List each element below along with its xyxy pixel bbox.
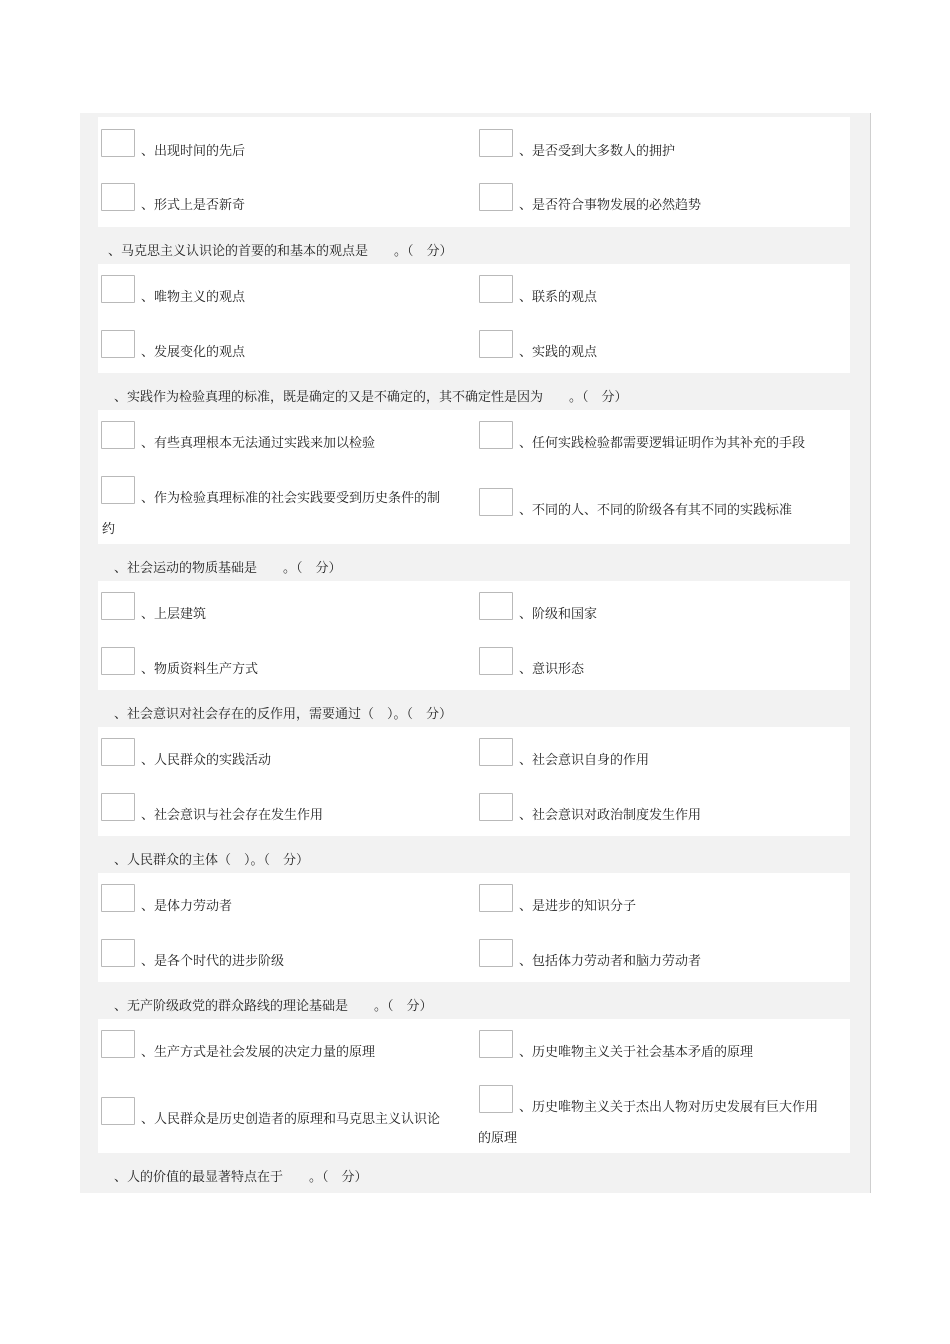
option-label: 、联系的观点 [519, 290, 598, 305]
option-label-wrap: 约 [102, 522, 116, 537]
checkbox[interactable] [479, 183, 513, 211]
checkbox[interactable] [479, 647, 513, 675]
option[interactable] [476, 1085, 846, 1147]
options-block [98, 727, 850, 836]
checkbox[interactable] [101, 421, 135, 449]
checkbox[interactable] [479, 592, 513, 620]
option-label: 、包括体力劳动者和脑力劳动者 [519, 954, 702, 969]
option-label: 、唯物主义的观点 [141, 290, 246, 305]
checkbox[interactable] [479, 1030, 513, 1058]
checkbox[interactable] [101, 1030, 135, 1058]
options-block [98, 117, 850, 227]
checkbox[interactable] [479, 738, 513, 766]
checkbox[interactable] [101, 592, 135, 620]
option-label: 、是否受到大多数人的拥护 [519, 144, 676, 159]
checkbox[interactable] [101, 183, 135, 211]
checkbox[interactable] [479, 488, 513, 516]
option-label: 、有些真理根本无法通过实践来加以检验 [141, 436, 376, 451]
option-label: 、历史唯物主义关于杰出人物对历史发展有巨大作用 [519, 1100, 819, 1115]
checkbox[interactable] [479, 939, 513, 967]
question-text: 、社会意识对社会存在的反作用，需要通过（ ）。（ 分） [114, 707, 453, 722]
option-label: 、出现时间的先后 [141, 144, 246, 159]
option-label: 、社会意识自身的作用 [519, 753, 650, 768]
option-label: 、实践的观点 [519, 345, 598, 360]
option-label: 、是体力劳动者 [141, 899, 233, 914]
checkbox[interactable] [479, 421, 513, 449]
options-block [98, 873, 850, 982]
checkbox[interactable] [101, 939, 135, 967]
question-text: 、马克思主义认识论的首要的和基本的观点是 。（ 分） [108, 244, 453, 259]
checkbox[interactable] [101, 793, 135, 821]
checkbox[interactable] [479, 330, 513, 358]
options-block [98, 581, 850, 690]
option-label: 、发展变化的观点 [141, 345, 246, 360]
question-text: 、人的价值的最显著特点在于 。（ 分） [114, 1170, 368, 1185]
option-label: 、形式上是否新奇 [141, 198, 246, 213]
checkbox[interactable] [479, 793, 513, 821]
question-text: 、无产阶级政党的群众路线的理论基础是 。（ 分） [114, 999, 433, 1014]
checkbox[interactable] [479, 884, 513, 912]
option-label: 、意识形态 [519, 662, 585, 677]
option-label: 、是进步的知识分子 [519, 899, 637, 914]
checkbox[interactable] [479, 129, 513, 157]
checkbox[interactable] [101, 129, 135, 157]
option-label: 、人民群众的实践活动 [141, 753, 272, 768]
option-label: 、社会意识对政治制度发生作用 [519, 808, 702, 823]
options-block [98, 264, 850, 373]
checkbox[interactable] [479, 1085, 513, 1113]
options-block [98, 1019, 850, 1153]
question-text: 、社会运动的物质基础是 。（ 分） [114, 561, 342, 576]
option-label: 、是各个时代的进步阶级 [141, 954, 285, 969]
option-label: 、生产方式是社会发展的决定力量的原理 [141, 1045, 376, 1060]
options-block [98, 410, 850, 544]
checkbox[interactable] [101, 275, 135, 303]
checkbox[interactable] [101, 476, 135, 504]
option-label: 、社会意识与社会存在发生作用 [141, 808, 324, 823]
option[interactable] [98, 476, 468, 538]
question-text: 、实践作为检验真理的标准，既是确定的又是不确定的，其不确定性是因为 。（ 分） [114, 390, 628, 405]
option-label: 、物质资料生产方式 [141, 662, 259, 677]
checkbox[interactable] [101, 884, 135, 912]
option-label: 、历史唯物主义关于社会基本矛盾的原理 [519, 1045, 754, 1060]
option-label-wrap: 的原理 [478, 1131, 518, 1146]
option-label: 、任何实践检验都需要逻辑证明作为其补充的手段 [519, 436, 806, 451]
option-label: 、是否符合事物发展的必然趋势 [519, 198, 702, 213]
option-label: 、阶级和国家 [519, 607, 598, 622]
option-label: 、上层建筑 [141, 607, 207, 622]
checkbox[interactable] [101, 330, 135, 358]
option-label: 、不同的人、不同的阶级各有其不同的实践标准 [519, 503, 793, 518]
checkbox[interactable] [101, 1097, 135, 1125]
option-label: 、人民群众是历史创造者的原理和马克思主义认识论 [141, 1112, 441, 1127]
question-text: 、人民群众的主体（ ）。（ 分） [114, 853, 310, 868]
checkbox[interactable] [101, 738, 135, 766]
checkbox[interactable] [479, 275, 513, 303]
option-label: 、作为检验真理标准的社会实践要受到历史条件的制 [141, 491, 441, 506]
checkbox[interactable] [101, 647, 135, 675]
quiz-panel [80, 113, 871, 1193]
